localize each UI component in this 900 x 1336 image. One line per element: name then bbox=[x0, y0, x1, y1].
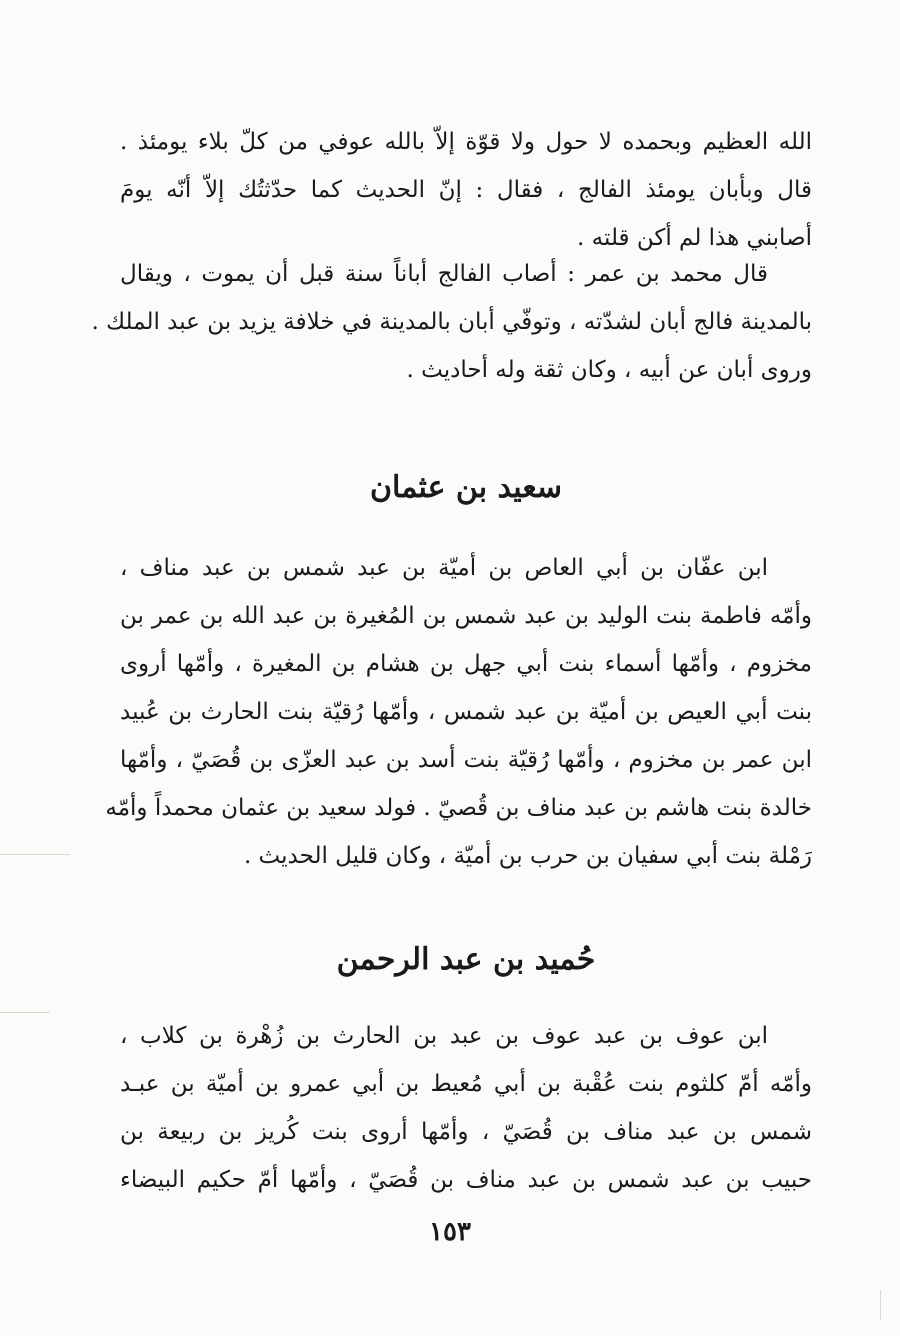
scan-artifact bbox=[880, 1290, 881, 1320]
section-heading-said: سعيد بن عثمان bbox=[370, 470, 562, 505]
scan-artifact bbox=[0, 854, 70, 855]
paragraph-line: قال وبأبان يومئذ الفالج ، فقال : إنّ الحديث كما حدّثتُك إلاّ أنّه يومَ bbox=[120, 177, 812, 203]
paragraph-line: رَمْلة بنت أبي سفيان بن حرب بن أميّة ، وكان قليل الحديث . bbox=[243, 843, 812, 869]
paragraph-line: بنت أبي العيص بن أميّة بن عبد شمس ، وأمّها رُقيّة بنت الحارث بن عُبيد bbox=[120, 699, 812, 725]
paragraph-line: حبيب بن عبد شمس بن عبد مناف بن قُصَيّ ، وأمّها أمّ حكيم البيضاء bbox=[120, 1167, 812, 1193]
paragraph-line: مخزوم ، وأمّها أسماء بنت أبي جهل بن هشام بن المغيرة ، وأمّها أروى bbox=[120, 651, 812, 677]
paragraph-line: ابن عمر بن مخزوم ، وأمّها رُقيّة بنت أسد بن عبد العزّى بن قُصَيّ ، وأمّها bbox=[120, 747, 812, 773]
section-heading-humayd: حُميد بن عبد الرحمن bbox=[336, 942, 596, 977]
paragraph-line: بالمدينة فالج أبان لشدّته ، وتوفّي أبان بالمدينة في خلافة يزيد بن عبد الملك . bbox=[91, 309, 812, 335]
paragraph-line: ابن عوف بن عبد عوف بن عبد بن الحارث بن زُهْرة بن كلاب ، bbox=[120, 1023, 768, 1049]
paragraph-line: ابن عفّان بن أبي العاص بن أميّة بن عبد شمس بن عبد مناف ، bbox=[120, 555, 768, 581]
paragraph-line: قال محمد بن عمر : أصاب الفالج أباناً سنة قبل أن يموت ، ويقال bbox=[120, 261, 768, 287]
scan-artifact bbox=[0, 1012, 50, 1013]
paragraph-line: أصابني هذا لم أكن قلته . bbox=[577, 225, 812, 251]
paragraph-line: شمس بن عبد مناف بن قُصَيّ ، وأمّها أروى بنت كُريز بن ربيعة بن bbox=[120, 1119, 812, 1145]
section-1-body bbox=[105, 544, 812, 880]
section-2-body bbox=[120, 1012, 812, 1204]
paragraph-line: وروى أبان عن أبيه ، وكان ثقة وله أحاديث . bbox=[406, 357, 812, 383]
paragraph-1 bbox=[120, 118, 812, 262]
page-number: ١٥٣ bbox=[429, 1217, 471, 1247]
paragraph-line: خالدة بنت هاشم بن عبد مناف بن قُصيّ . فولد سعيد بن عثمان محمداً وأمّه bbox=[105, 795, 812, 821]
paragraph-2 bbox=[91, 250, 812, 394]
paragraph-line: وأمّه أمّ كلثوم بنت عُقْبة بن أبي مُعيط بن أبي عمرو بن أميّة بن عبـد bbox=[120, 1071, 812, 1097]
paragraph-line: وأمّه فاطمة بنت الوليد بن عبد شمس بن المُغيرة بن عبد الله بن عمر بن bbox=[120, 603, 812, 629]
paragraph-line: الله العظيم وبحمده لا حول ولا قوّة إلاّ بالله عوفي من كلّ بلاء يومئذ . bbox=[120, 129, 812, 155]
